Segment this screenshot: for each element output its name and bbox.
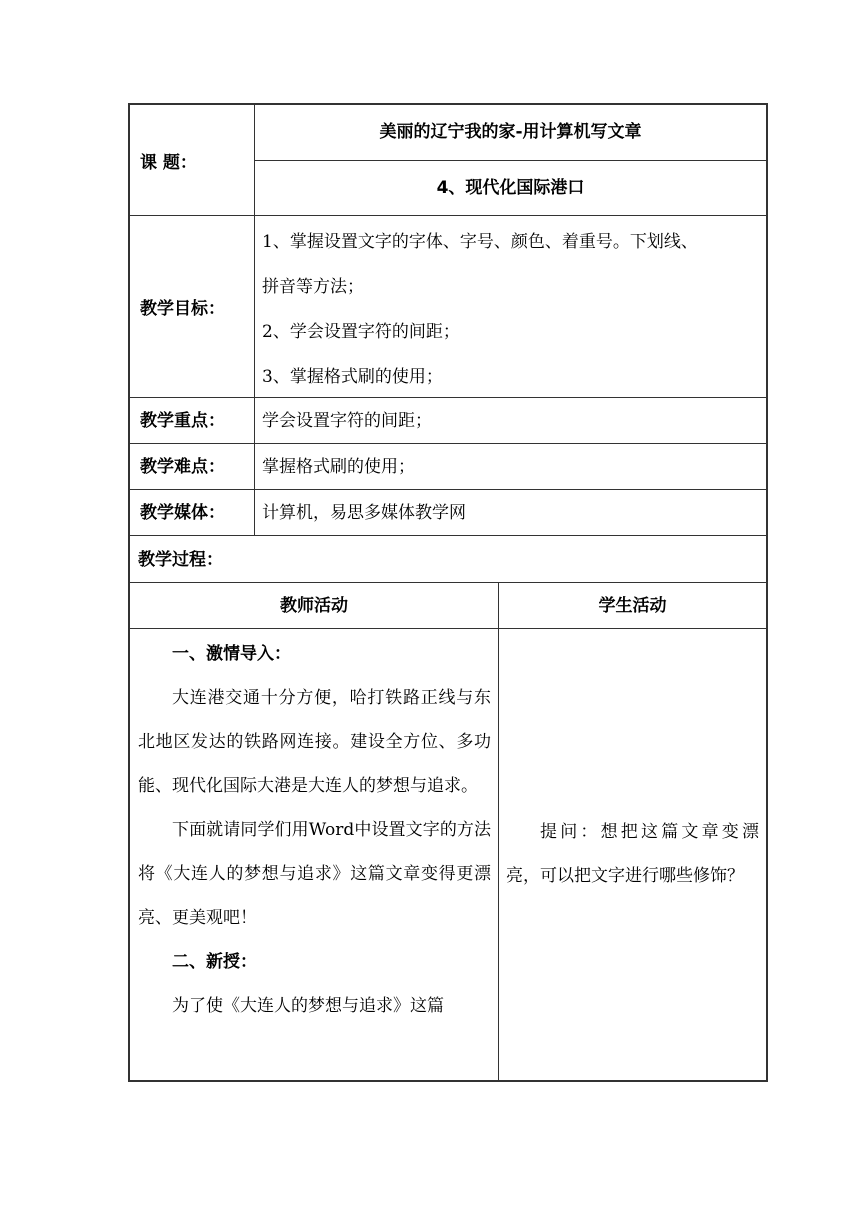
- objective-item: 1、掌握设置文字的字体、字号、颜色、着重号。下划线、: [262, 232, 698, 252]
- table-border-right: [766, 103, 768, 1082]
- row-line: [128, 443, 768, 444]
- paragraph: 提问：想把这篇文章变漂亮，可以把文字进行哪些修饰？: [506, 822, 759, 886]
- row-line: [254, 160, 766, 161]
- row-line: [128, 535, 768, 536]
- process-label: 教学过程：: [138, 550, 223, 570]
- section-heading: 一、激情导入：: [172, 644, 291, 664]
- row-line: [128, 397, 768, 398]
- media-value: 计算机，易思多媒体教学网: [262, 503, 466, 523]
- title-label: 课 题：: [140, 153, 197, 173]
- paragraph: 大连港交通十分方便，哈打铁路正线与东北地区发达的铁路网连接。建设全方位、多功能、现代化国际大港是大连人的梦想与追求。: [138, 688, 491, 796]
- difficulty-label: 教学难点：: [140, 457, 225, 477]
- objectives-label: 教学目标：: [140, 299, 225, 319]
- table-border-bottom: [128, 1080, 768, 1082]
- paragraph: 为了使《大连人的梦想与追求》这篇: [172, 996, 444, 1016]
- key-point-value: 学会设置字符的间距；: [262, 411, 432, 431]
- lesson-title: 美丽的辽宁我的家-用计算机写文章: [379, 122, 642, 142]
- lesson-subtitle: 4、现代化国际港口: [436, 178, 585, 198]
- section-heading: 二、新授：: [172, 952, 257, 972]
- objective-item: 3、掌握格式刷的使用；: [262, 367, 443, 387]
- paragraph: 下面就请同学们用Word中设置文字的方法将《大连人的梦想与追求》这篇文章变得更漂亮、更美观吧！: [138, 820, 491, 928]
- student-activity-content: [506, 810, 759, 898]
- teacher-activity-header: 教师活动: [280, 596, 348, 616]
- row-line: [128, 489, 768, 490]
- media-label: 教学媒体：: [140, 503, 225, 523]
- key-point-label: 教学重点：: [140, 411, 225, 431]
- row-line: [128, 582, 768, 583]
- difficulty-value: 掌握格式刷的使用；: [262, 457, 415, 477]
- objective-item: 2、学会设置字符的间距；: [262, 322, 460, 342]
- column-line: [254, 103, 255, 535]
- row-line: [128, 215, 768, 216]
- student-activity-header: 学生活动: [598, 596, 667, 616]
- row-line: [128, 628, 768, 629]
- objective-item: 拼音等方法；: [262, 277, 364, 297]
- column-line: [498, 582, 499, 1081]
- table-border-left: [128, 103, 130, 1082]
- teacher-activity-content: [138, 632, 491, 1028]
- table-border-top: [128, 103, 768, 105]
